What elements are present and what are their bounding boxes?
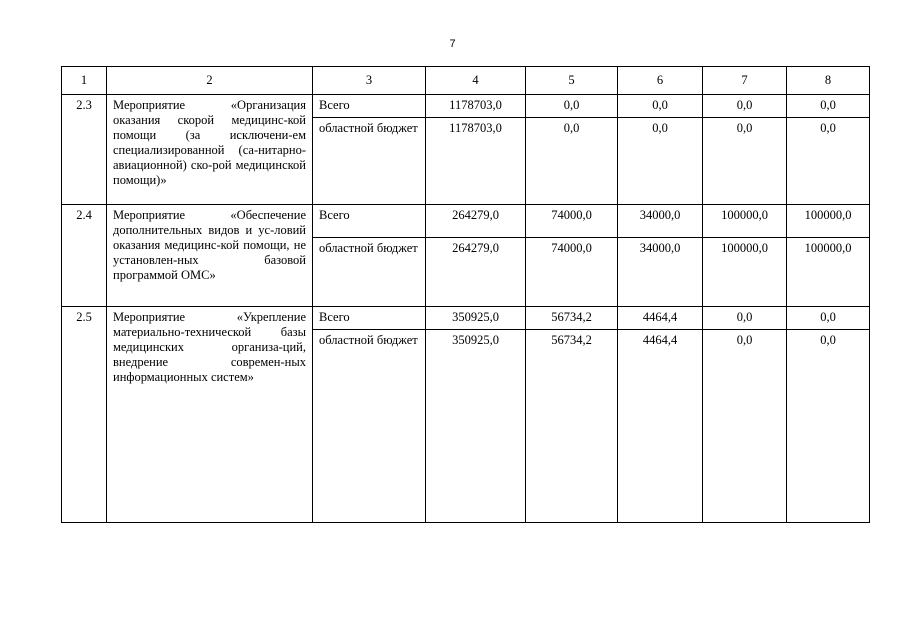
row-description: Мероприятие «Обеспечение дополнительных видов и ус-ловий оказания медицинс-кой помощи, не установлен-ных базовой программой ОМС» (107, 205, 313, 307)
header-cell: 4 (426, 67, 526, 95)
value-cell: 0,0 (526, 118, 618, 205)
funding-source: областной бюджет (313, 118, 426, 205)
value-cell: 0,0 (618, 95, 703, 118)
row-description: Мероприятие «Организация оказания скорой медицинс-кой помощи (за исключени-ем специализированной (са-нитарно-авиационной) ско-рой медицинской помощи)» (107, 95, 313, 205)
header-cell: 2 (107, 67, 313, 95)
value-cell: 350925,0 (426, 330, 526, 523)
row-number: 2.3 (62, 95, 107, 205)
funding-source: областной бюджет (313, 330, 426, 523)
row-number: 2.4 (62, 205, 107, 307)
table-row (62, 205, 870, 238)
funding-source: областной бюджет (313, 238, 426, 307)
page-number: 7 (449, 38, 456, 50)
value-cell: 0,0 (703, 330, 787, 523)
funding-source: Всего (313, 205, 426, 238)
value-cell: 100000,0 (787, 238, 870, 307)
value-cell: 34000,0 (618, 238, 703, 307)
header-cell: 3 (313, 67, 426, 95)
value-cell: 4464,4 (618, 330, 703, 523)
value-cell: 350925,0 (426, 307, 526, 330)
funding-source: Всего (313, 95, 426, 118)
table-header-row (62, 67, 870, 95)
value-cell: 0,0 (703, 95, 787, 118)
value-cell: 0,0 (703, 118, 787, 205)
value-cell: 1178703,0 (426, 118, 526, 205)
value-cell: 1178703,0 (426, 95, 526, 118)
row-description: Мероприятие «Укрепление материально-технической базы медицинских организа-ций, внедрение современ-ных информационных систем» (107, 307, 313, 523)
header-cell: 1 (62, 67, 107, 95)
value-cell: 74000,0 (526, 238, 618, 307)
value-cell: 264279,0 (426, 238, 526, 307)
value-cell: 0,0 (787, 95, 870, 118)
value-cell: 0,0 (787, 307, 870, 330)
value-cell: 0,0 (526, 95, 618, 118)
value-cell: 0,0 (703, 307, 787, 330)
header-cell: 7 (703, 67, 787, 95)
value-cell: 56734,2 (526, 330, 618, 523)
value-cell: 264279,0 (426, 205, 526, 238)
table-row (62, 307, 870, 330)
table-row (62, 95, 870, 118)
value-cell: 34000,0 (618, 205, 703, 238)
budget-table (61, 66, 870, 523)
funding-source: Всего (313, 307, 426, 330)
value-cell: 100000,0 (703, 205, 787, 238)
header-cell: 6 (618, 67, 703, 95)
value-cell: 0,0 (787, 330, 870, 523)
value-cell: 74000,0 (526, 205, 618, 238)
header-cell: 5 (526, 67, 618, 95)
value-cell: 100000,0 (703, 238, 787, 307)
value-cell: 0,0 (787, 118, 870, 205)
value-cell: 56734,2 (526, 307, 618, 330)
value-cell: 100000,0 (787, 205, 870, 238)
value-cell: 4464,4 (618, 307, 703, 330)
value-cell: 0,0 (618, 118, 703, 205)
row-number: 2.5 (62, 307, 107, 523)
header-cell: 8 (787, 67, 870, 95)
